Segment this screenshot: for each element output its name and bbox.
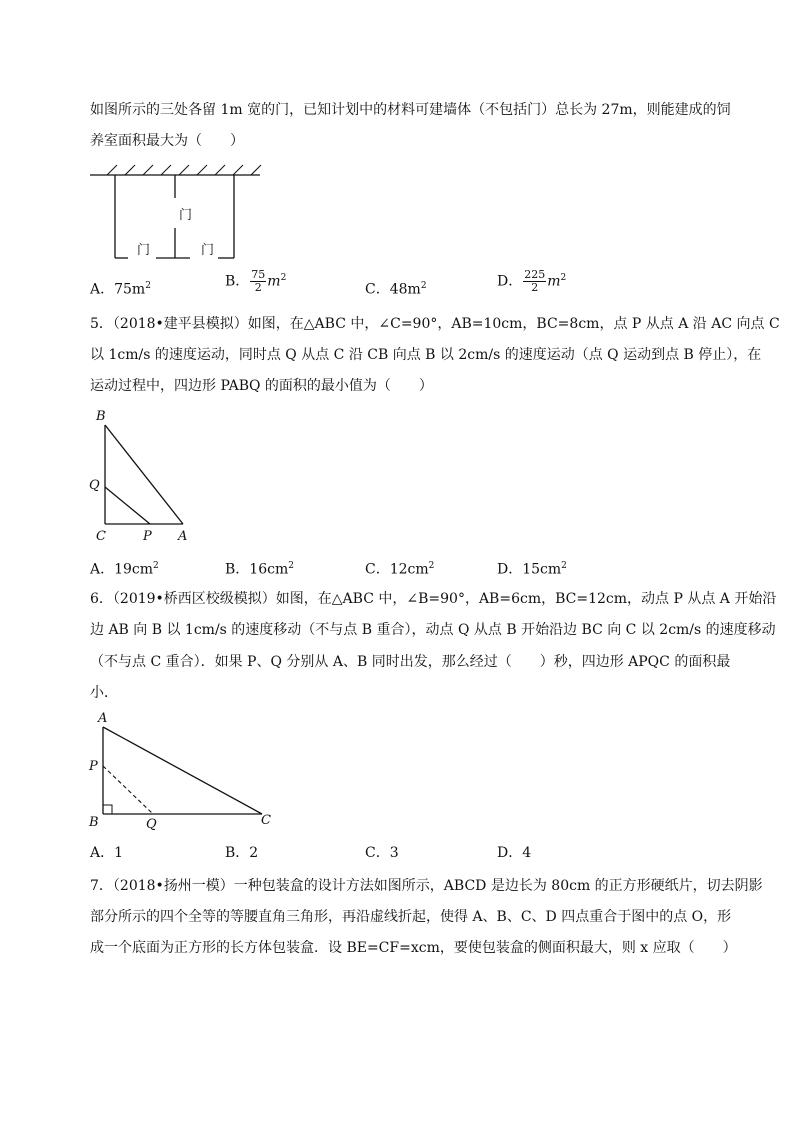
q5-option-b[interactable]: B．$16cm^2$ [225, 561, 294, 578]
q5-text-line-1: 5．（2018•建平县模拟）如图，在△ABC 中，∠C=90°，AB=10cm，BC=8cm，点 P 从点 A 沿 AC 向点 C [90, 316, 780, 332]
q6-text-line-4: 小． [90, 685, 118, 701]
q5-label-c: C [96, 529, 106, 544]
q6-option-a[interactable]: A．1 [90, 845, 124, 861]
q5-text-line-3: 运动过程中，四边形 PABQ 的面积的最小值为（ ） [90, 378, 433, 394]
q5-label-p: P [143, 529, 152, 544]
q6-option-c[interactable]: C．3 [365, 845, 399, 861]
q6-text-line-1: 6．（2019•桥西区校级模拟）如图，在△ABC 中，∠B=90°，AB=6cm，BC=12cm，动点 P 从点 A 开始沿 [90, 591, 777, 607]
q6-label-b: B [89, 815, 99, 830]
fraction: $\frac{75}{2}$ [251, 268, 266, 295]
q6-text-line-2: 边 AB 向 B 以 1cm/s 的速度移动（不与点 B 重合），动点 Q 从点 B 开始沿边 BC 向 C 以 2cm/s 的速度移动 [90, 622, 776, 638]
q4-option-d[interactable]: D． $\frac{225}{2}$ $m^2$ [497, 268, 567, 295]
q6-option-b[interactable]: B．2 [225, 845, 259, 861]
q4-option-c[interactable]: C．$48m^2$ [365, 281, 427, 298]
q7-text-line-1: 7．（2018•扬州一模）一种包装盒的设计方法如图所示，ABCD 是边长为 80cm 的正方形硬纸片，切去阴影 [90, 878, 763, 894]
door-label-left: 门 [137, 243, 151, 258]
q7-text-line-2: 部分所示的四个全等的等腰直角三角形，再沿虚线折起，使得 A、B、C、D 四点重合于图中的点 O，形 [90, 909, 732, 925]
q6-label-c: C [261, 813, 271, 828]
q6-label-p: P [89, 759, 98, 774]
q6-label-a: A [98, 711, 108, 726]
q5-option-a[interactable]: A．$19cm^2$ [90, 561, 159, 578]
q7-text-line-3: 成一个底面为正方形的长方体包装盒．设 BE=CF=xcm，要使包装盒的侧面积最大，则 x 应取（ ） [90, 940, 737, 956]
q5-label-a: A [178, 529, 188, 544]
q5-option-c[interactable]: C．$12cm^2$ [365, 561, 435, 578]
q4-text-line-2: 养室面积最大为（ ） [90, 133, 244, 149]
q4-option-b[interactable]: B． $\frac{75}{2}$ $m^2$ [225, 268, 287, 295]
q6-label-q: Q [146, 817, 157, 832]
q6-option-d[interactable]: D．4 [497, 845, 532, 861]
q5-label-b: B [96, 409, 106, 424]
door-label-middle: 门 [179, 208, 193, 223]
q5-option-d[interactable]: D．$15cm^2$ [497, 561, 567, 578]
fraction: $\frac{225}{2}$ [524, 268, 546, 295]
q5-label-q: Q [89, 478, 100, 493]
q5-text-line-2: 以 1cm/s 的速度运动，同时点 Q 从点 C 沿 CB 向点 B 以 2cm/s 的速度运动（点 Q 运动到点 B 停止），在 [90, 347, 762, 363]
q4-option-a[interactable]: A．$75m^2$ [90, 281, 151, 298]
door-label-right: 门 [201, 243, 215, 258]
q6-text-line-3: （不与点 C 重合）．如果 P、Q 分别从 A、B 同时出发，那么经过（ ）秒，四边形 APQC 的面积最 [90, 654, 731, 670]
q4-text-line-1: 如图所示的三处各留 1m 宽的门，已知计划中的材料可建墙体（不包括门）总长为 27m，则能建成的饲 [90, 102, 731, 118]
